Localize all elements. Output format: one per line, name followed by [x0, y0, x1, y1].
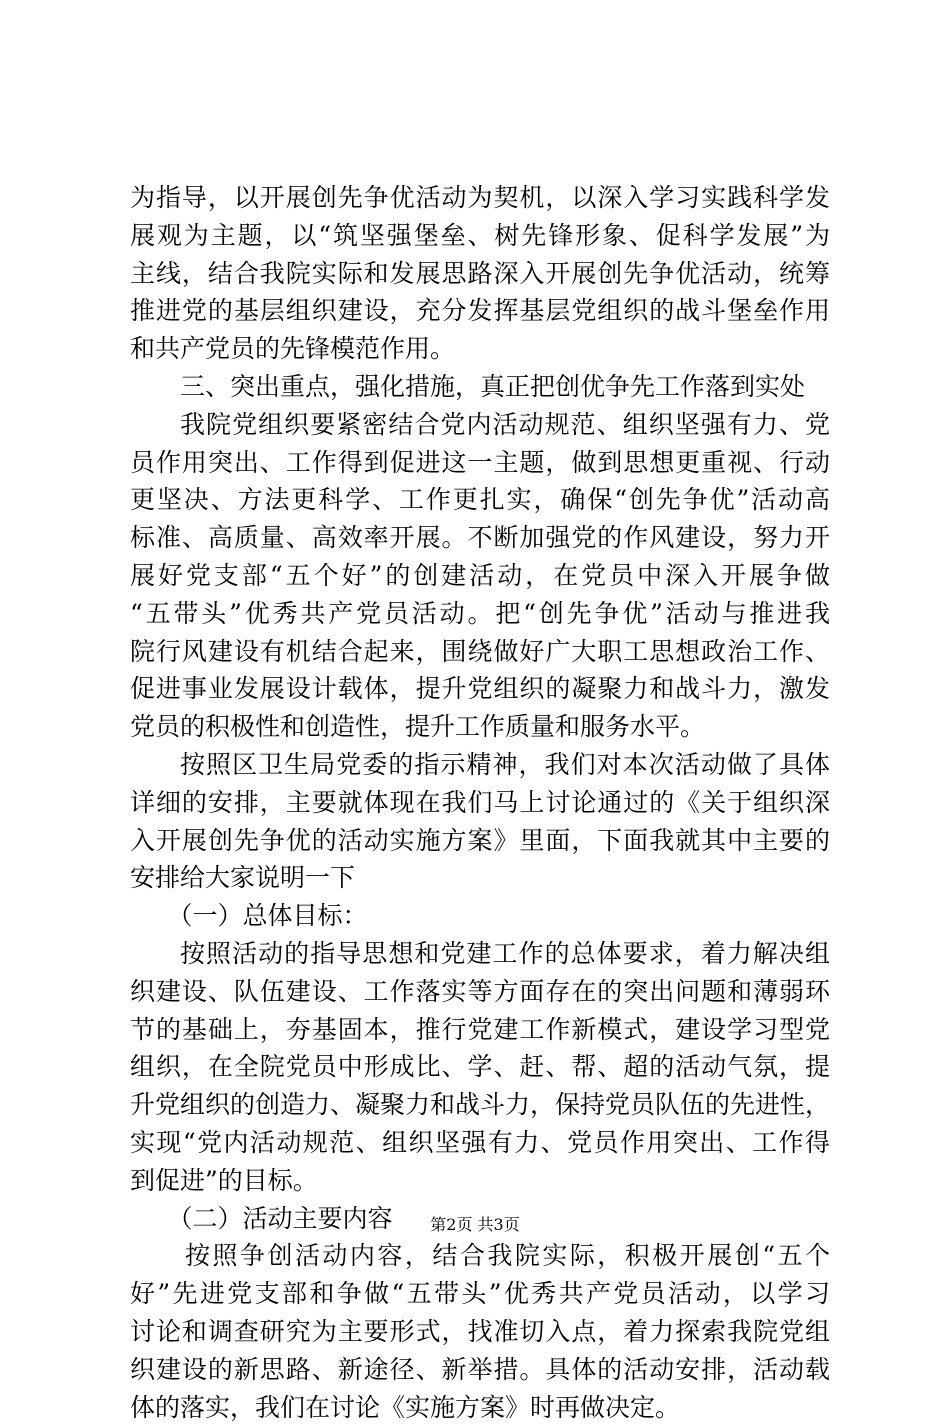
text-line: 入开展创先争优的活动实施方案》里面，下面我就其中主要的: [130, 822, 830, 860]
text-line: 组织，在全院党员中形成比、学、赶、帮、超的活动气氛，提: [130, 1048, 830, 1086]
text-line: （二）活动主要内容: [130, 1200, 830, 1238]
text-line: 我院党组织要紧密结合党内活动规范、组织坚强有力、党: [130, 406, 830, 444]
text-line: 实现“党内活动规范、组织坚强有力、党员作用突出、工作得: [130, 1124, 830, 1162]
page-footer: 第2页 共3页: [0, 1214, 950, 1236]
text-line: 党员的积极性和创造性，提升工作质量和服务水平。: [130, 708, 830, 746]
text-line: 好”先进党支部和争做“五带头”优秀共产党员活动，以学习: [130, 1275, 830, 1313]
text-line: 按照活动的指导思想和党建工作的总体要求，着力解决组: [130, 935, 830, 973]
text-line: 标准、高质量、高效率开展。不断加强党的作风建设，努力开: [130, 519, 830, 557]
text-line: 主线，结合我院实际和发展思路深入开展创先争优活动，统筹: [130, 255, 830, 293]
text-line: 到促进”的目标。: [130, 1162, 830, 1200]
text-line: 推进党的基层组织建设，充分发挥基层党组织的战斗堡垒作用: [130, 292, 830, 330]
text-line: 为指导，以开展创先争优活动为契机，以深入学习实践科学发: [130, 179, 830, 217]
text-line: 详细的安排，主要就体现在我们马上讨论通过的《关于组织深: [130, 784, 830, 822]
text-line: 安排给大家说明一下: [130, 859, 830, 897]
text-line: 院行风建设有机结合起来，围绕做好广大职工思想政治工作、: [130, 633, 830, 671]
text-line: 按照争创活动内容，结合我院实际，积极开展创“五个: [130, 1237, 830, 1275]
text-line: 更坚决、方法更科学、工作更扎实，确保“创先争优”活动高: [130, 481, 830, 519]
text-line: 织建设、队伍建设、工作落实等方面存在的突出问题和薄弱环: [130, 973, 830, 1011]
text-line: 员作用突出、工作得到促进这一主题，做到思想更重视、行动: [130, 444, 830, 482]
text-line: 促进事业发展设计载体，提升党组织的凝聚力和战斗力，激发: [130, 670, 830, 708]
text-line: “五带头”优秀共产党员活动。把“创先争优”活动与推进我: [130, 595, 830, 633]
text-line: 按照区卫生局党委的指示精神，我们对本次活动做了具体: [130, 746, 830, 784]
text-line: 三、突出重点，强化措施，真正把创优争先工作落到实处: [130, 368, 830, 406]
text-line: 展好党支部“五个好”的创建活动，在党员中深入开展争做: [130, 557, 830, 595]
body-text: [130, 179, 830, 1426]
text-line: 升党组织的创造力、凝聚力和战斗力，保持党员队伍的先进性，: [130, 1086, 830, 1124]
text-line: （一）总体目标：: [130, 897, 830, 935]
text-line: 体的落实，我们在讨论《实施方案》时再做决定。: [130, 1389, 830, 1426]
text-line: 展观为主题，以“筑坚强堡垒、树先锋形象、促科学发展”为: [130, 217, 830, 255]
text-line: 织建设的新思路、新途径、新举措。具体的活动安排，活动载: [130, 1351, 830, 1389]
text-line: 节的基础上，夯基固本，推行党建工作新模式，建设学习型党: [130, 1011, 830, 1049]
text-line: 和共产党员的先锋模范作用。: [130, 330, 830, 368]
text-line: 讨论和调查研究为主要形式，找准切入点，着力探索我院党组: [130, 1313, 830, 1351]
